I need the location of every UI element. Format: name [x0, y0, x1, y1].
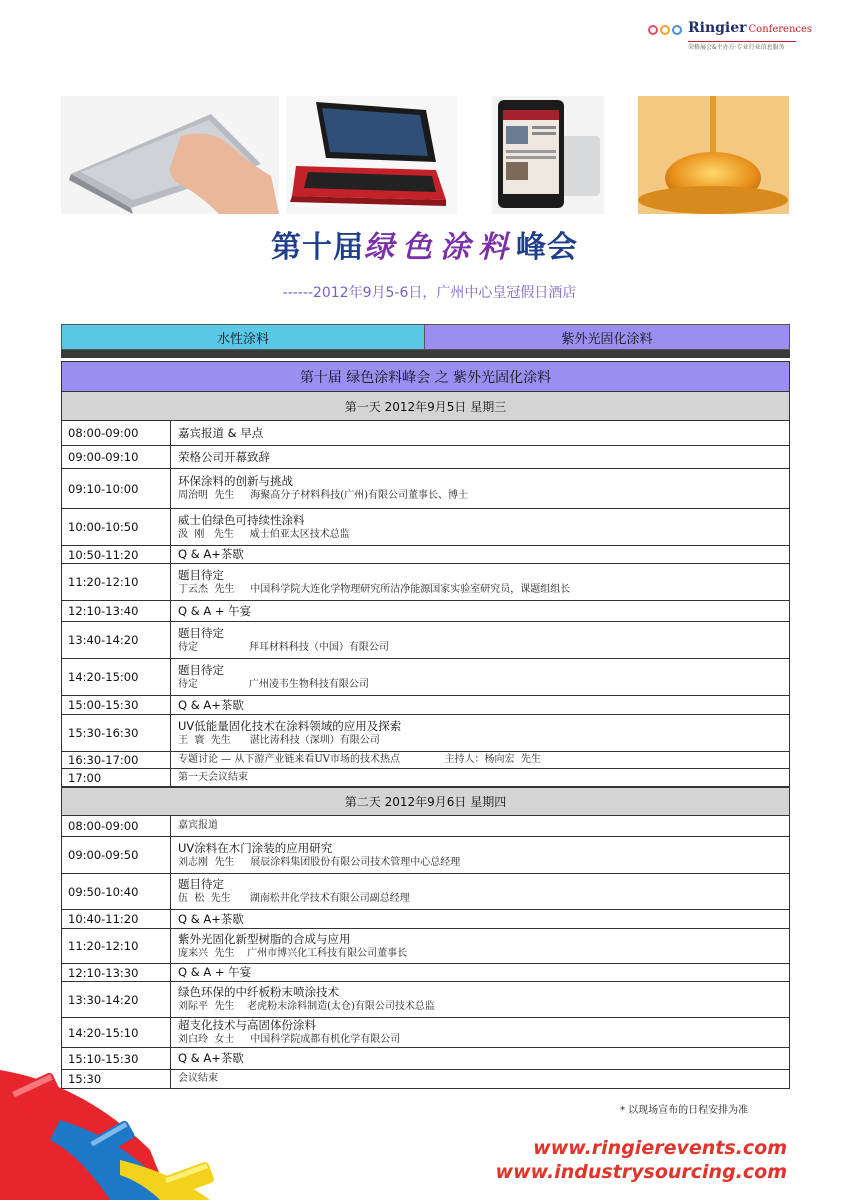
tablet-photo	[492, 96, 604, 214]
row-time: 14:20-15:00	[62, 659, 171, 695]
row-title: Q & A+茶歇	[178, 911, 244, 926]
tab-uv-curing-coatings[interactable]: 紫外光固化涂料	[425, 325, 789, 349]
row-title: Q & A+茶歇	[178, 547, 244, 561]
row-title: Q & A + 午宴	[178, 603, 252, 618]
logo-rings-icon	[648, 25, 682, 35]
tab-waterborne-coatings[interactable]: 水性涂料	[62, 325, 425, 349]
row-title: 题目待定	[178, 567, 224, 582]
row-detail: 第一天会议结束	[178, 771, 248, 783]
table-row	[62, 696, 789, 715]
row-time: 15:30-16:30	[62, 715, 171, 751]
row-detail: 专题讨论 — 从下游产业链来看UV市场的技术热点 主持人：杨向宏 先生	[178, 754, 541, 765]
row-time: 13:40-14:20	[62, 622, 171, 658]
paint-roller-illustration	[0, 1040, 240, 1200]
track-tabs	[61, 324, 790, 350]
row-time: 10:50-11:20	[62, 546, 171, 563]
website-links	[496, 1136, 787, 1184]
ringier-logo	[648, 20, 813, 62]
row-title: 超支化技术与高固体份涂料	[178, 1018, 316, 1032]
table-row	[62, 874, 789, 910]
row-speaker: 刘白玲 女士 中国科学院成都有机化学有限公司	[178, 1034, 401, 1045]
row-time: 16:30-17:00	[62, 752, 171, 768]
row-time: 17:00	[62, 769, 171, 786]
event-date-venue: ------2012年9月5-6日，广州中心皇冠假日酒店	[282, 285, 577, 301]
row-time: 10:40-11:20	[62, 910, 171, 928]
row-speaker: 刘际平 先生 老虎粉末涂料制造(太仓)有限公司技术总监	[178, 1001, 435, 1012]
table-row	[62, 752, 789, 769]
table-row	[62, 469, 789, 509]
table-row	[62, 564, 789, 601]
row-time: 09:50-10:40	[62, 874, 171, 909]
title-prefix: 第十届	[271, 230, 364, 265]
row-time: 09:10-10:00	[62, 469, 171, 508]
row-time: 15:10-15:30	[62, 1048, 171, 1069]
row-time: 09:00-09:10	[62, 446, 171, 468]
row-time: 11:20-12:10	[62, 929, 171, 963]
row-time: 12:10-13:30	[62, 964, 171, 981]
row-speaker: 待定 广州凌韦生物科技有限公司	[178, 678, 369, 690]
row-time: 15:30	[62, 1070, 171, 1088]
row-speaker: 汲 刚 先生 威士伯亚太区技术总监	[178, 528, 350, 540]
title-suffix: 峰会	[516, 230, 578, 265]
table-row	[62, 509, 789, 546]
row-title: 紫外光固化新型树脂的合成与应用	[178, 931, 351, 946]
row-speaker: 丁云杰 先生 中国科学院大连化学物理研究所洁净能源国家实验室研究员，课题组组长	[178, 583, 571, 595]
table-row	[62, 715, 789, 752]
row-title: 绿色环保的中纤板粉末喷涂技术	[178, 985, 339, 999]
day2-header: 第二天 2012年9月6日 星期四	[62, 787, 789, 816]
table-row	[62, 929, 789, 964]
table-row	[62, 769, 789, 787]
schedule-footnote: * 以现场宣布的日程安排为准	[620, 1105, 749, 1116]
row-speaker: 王 寰 先生 湛比涛科技（深圳）有限公司	[178, 734, 380, 746]
table-row	[62, 982, 789, 1018]
divider-bar	[61, 350, 790, 358]
day1-header: 第一天 2012年9月5日 星期三	[62, 392, 789, 421]
row-detail: 嘉宾报道	[178, 820, 218, 831]
row-time: 08:00-09:00	[62, 421, 171, 445]
page-title	[0, 222, 849, 266]
logo-name: Ringier	[688, 20, 747, 36]
logo-suffix: Conferences	[748, 24, 813, 35]
row-title: Q & A+茶歇	[178, 1051, 244, 1065]
row-time: 09:00-09:50	[62, 837, 171, 873]
row-time: 10:00-10:50	[62, 509, 171, 545]
row-title: Q & A+茶歇	[178, 697, 244, 712]
table-row	[62, 446, 789, 469]
row-time: 15:00-15:30	[62, 696, 171, 714]
row-time: 14:20-15:10	[62, 1018, 171, 1047]
table-row	[62, 622, 789, 659]
tablet-laptop-photo	[286, 96, 457, 214]
logo-tagline: 荣格展会&主办方·专业行业信息服务	[688, 44, 785, 51]
row-title: 题目待定	[178, 877, 224, 891]
table-row	[62, 816, 789, 837]
row-speaker: 伍 松 先生 湖南松井化学技术有限公司副总经理	[178, 893, 410, 904]
row-title: UV涂料在木门涂装的应用研究	[178, 840, 333, 855]
row-title: 威士伯绿色可持续性涂料	[178, 512, 305, 527]
table-row	[62, 601, 789, 622]
title-highlight: 绿色涂料	[364, 230, 516, 265]
row-title: Q & A + 午宴	[178, 965, 252, 979]
oil-drop-photo	[638, 96, 789, 214]
row-speaker: 周治明 先生 海聚高分子材料科技(广州)有限公司董事长、博士	[178, 490, 469, 501]
table-row	[62, 910, 789, 929]
table-row	[62, 421, 789, 446]
row-title: 嘉宾报道 & 早点	[178, 425, 264, 440]
row-title: 环保涂料的创新与挑战	[178, 474, 293, 488]
row-time: 12:10-13:40	[62, 601, 171, 621]
row-speaker: 刘志刚 先生 展辰涂料集团股份有限公司技术管理中心总经理	[178, 856, 461, 868]
row-time: 08:00-09:00	[62, 816, 171, 836]
schedule-title: 第十届 绿色涂料峰会 之 紫外光固化涂料	[62, 362, 789, 392]
table-row	[62, 964, 789, 982]
schedule-table	[61, 361, 790, 1089]
row-title: 题目待定	[178, 662, 224, 677]
row-title: UV低能量固化技术在涂料领域的应用及探索	[178, 718, 402, 733]
row-title: 荣格公司开幕致辞	[178, 449, 270, 464]
table-row	[62, 546, 789, 564]
laptop-photo	[61, 96, 279, 214]
industrysourcing-link[interactable]: www.industrysourcing.com	[495, 1161, 787, 1183]
row-detail: 会议结束	[178, 1073, 218, 1084]
row-speaker: 待定 拜耳材料科技（中国）有限公司	[178, 641, 389, 653]
row-time: 13:30-14:20	[62, 982, 171, 1017]
row-speaker: 庞来兴 先生 广州市博兴化工科技有限公司董事长	[178, 947, 408, 959]
row-title: 题目待定	[178, 625, 224, 640]
table-row	[62, 837, 789, 874]
ringierevents-link[interactable]: www.ringierevents.com	[533, 1137, 787, 1159]
table-row	[62, 659, 789, 696]
row-time: 11:20-12:10	[62, 564, 171, 600]
